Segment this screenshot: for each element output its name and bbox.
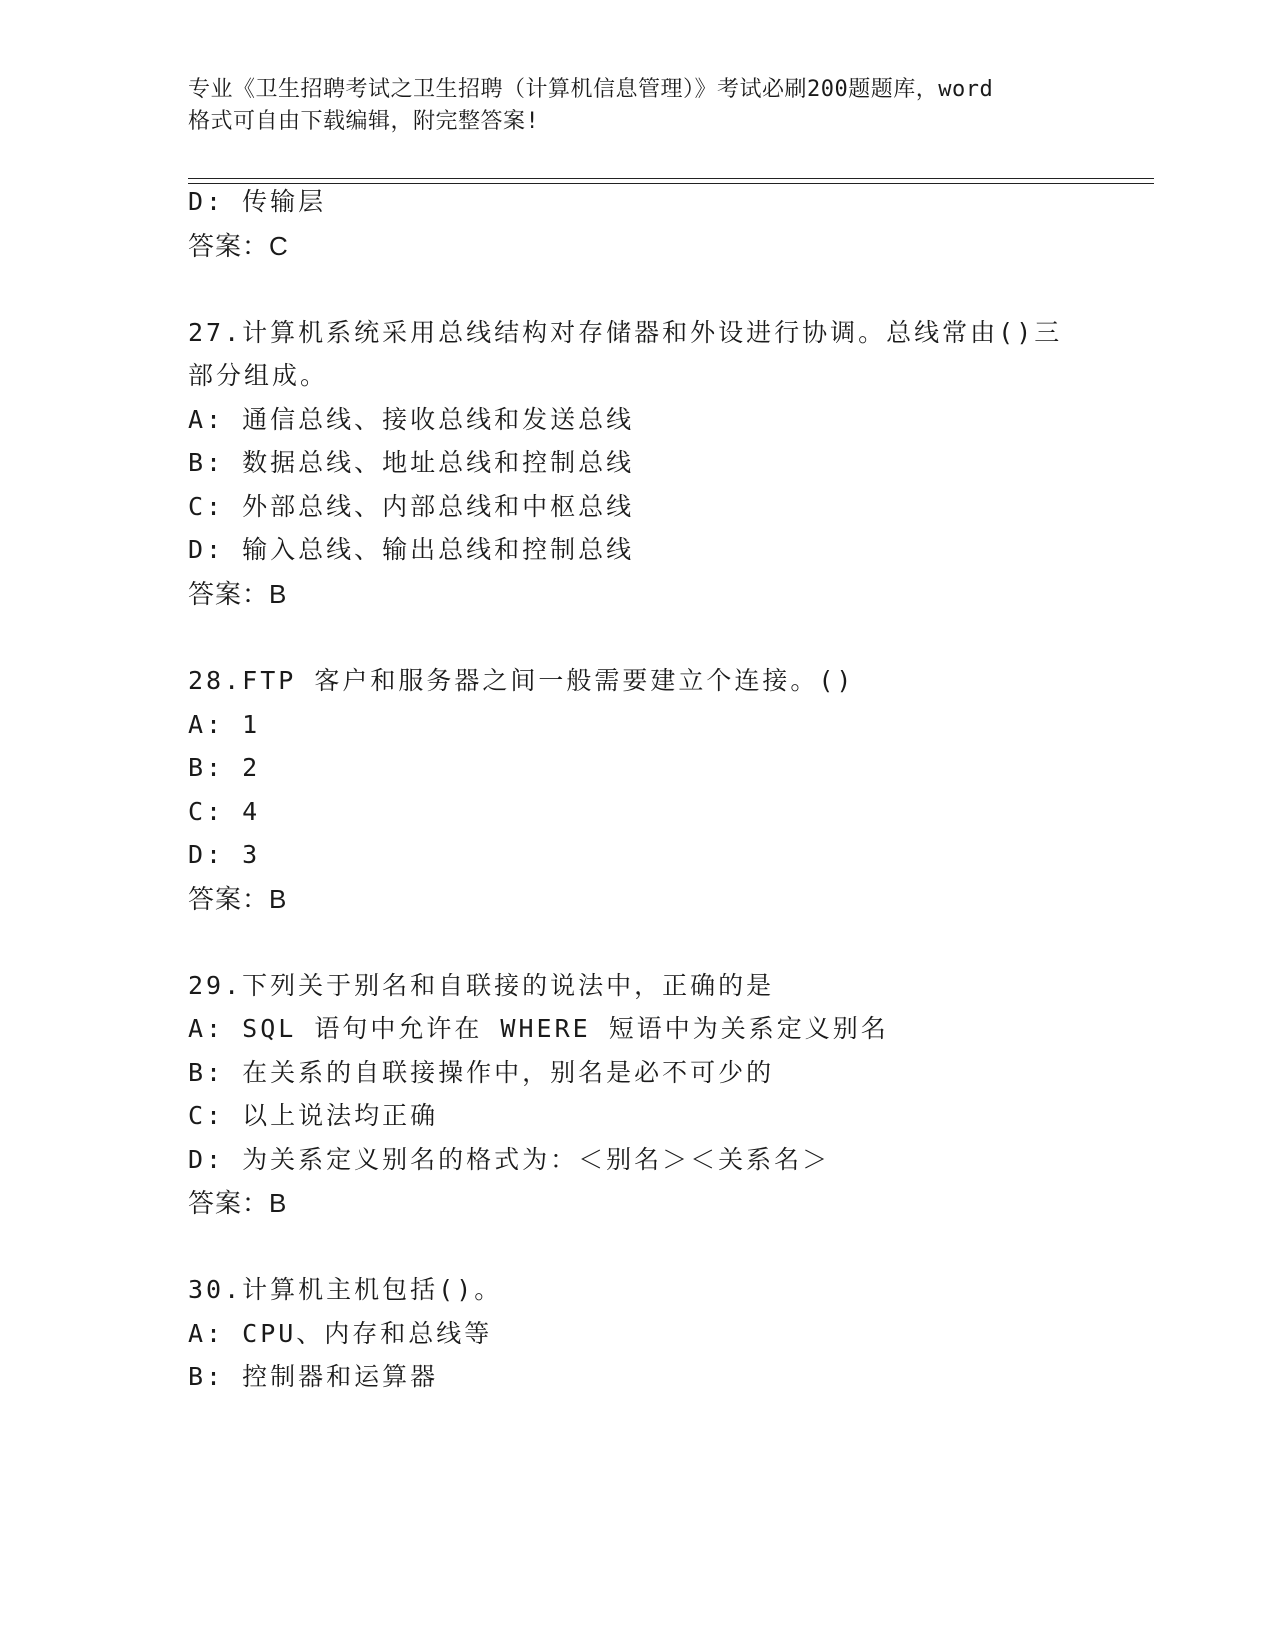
q26-answer: 答案：C bbox=[188, 231, 289, 261]
header-divider-top bbox=[188, 178, 1154, 179]
q28-option-c: C: 4 bbox=[188, 797, 261, 826]
q28-stem: 28.FTP 客户和服务器之间一般需要建立个连接。() bbox=[188, 666, 855, 695]
q27-answer: 答案：B bbox=[188, 579, 288, 609]
header-divider-bottom bbox=[188, 183, 1154, 184]
q27-option-c: C: 外部总线、内部总线和中枢总线 bbox=[188, 492, 635, 521]
q27-option-d: D: 输入总线、输出总线和控制总线 bbox=[188, 535, 635, 564]
q28-option-a: A: 1 bbox=[188, 710, 261, 739]
q28-option-d: D: 3 bbox=[188, 840, 261, 869]
q28-option-b: B: 2 bbox=[188, 753, 261, 782]
q29-option-a: A: SQL 语句中允许在 WHERE 短语中为关系定义别名 bbox=[188, 1014, 889, 1043]
q29-option-c: C: 以上说法均正确 bbox=[188, 1101, 439, 1130]
header-line-1: 专业《卫生招聘考试之卫生招聘（计算机信息管理）》考试必刷200题题库，word bbox=[188, 77, 994, 102]
q28-answer: 答案：B bbox=[188, 884, 288, 914]
q30-option-a: A: CPU、内存和总线等 bbox=[188, 1319, 493, 1348]
page-header bbox=[188, 74, 1088, 138]
q30-option-b: B: 控制器和运算器 bbox=[188, 1362, 439, 1391]
q29-stem: 29.下列关于别名和自联接的说法中，正确的是 bbox=[188, 971, 775, 1000]
q29-option-b: B: 在关系的自联接操作中，别名是必不可少的 bbox=[188, 1058, 775, 1087]
q27-stem-line-2: 部分组成。 bbox=[188, 361, 329, 390]
q29-answer: 答案：B bbox=[188, 1188, 288, 1218]
header-line-2: 格式可自由下载编辑，附完整答案! bbox=[188, 109, 540, 134]
q27-stem-line-1: 27.计算机系统采用总线结构对存储器和外设进行协调。总线常由()三 bbox=[188, 318, 1063, 347]
q26-option-d: D: 传输层 bbox=[188, 187, 327, 216]
q27-option-b: B: 数据总线、地址总线和控制总线 bbox=[188, 448, 635, 477]
q29-option-d: D: 为关系定义别名的格式为：＜别名＞＜关系名＞ bbox=[188, 1145, 831, 1174]
q30-stem: 30.计算机主机包括()。 bbox=[188, 1275, 503, 1304]
q27-option-a: A: 通信总线、接收总线和发送总线 bbox=[188, 405, 635, 434]
